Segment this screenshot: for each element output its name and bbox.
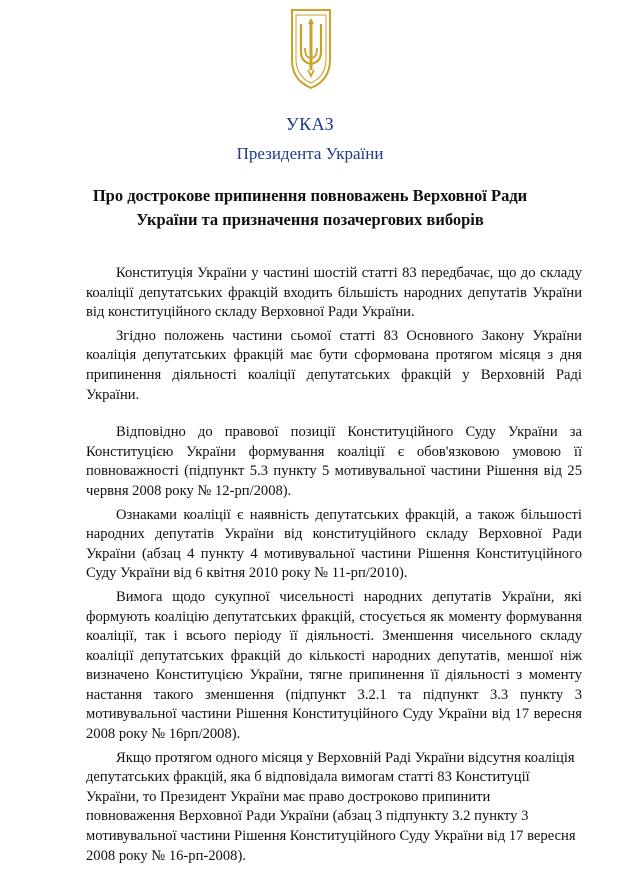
- paragraph: Вимога щодо сукупної чисельності народних депутатів України, які формують коаліцію депутатських фракцій, стосується як моменту формування коаліції, так і всього періоду її діяльності. Зменшення чисельного складу коаліції депутатських фракцій до кількості народних депутатів, меншої ніж визначено Конституцією України, тягне припинення її діяльності з моменту настання такого зменшення (підпункт 3.2.1 та підпункт 3.3 пункту 3 мотивувальної частини Рішення Конституційного Суду України від 17 вересня 2008 року № 16рп/2008).: [86, 588, 582, 743]
- paragraph: Якщо протягом одного місяця у Верховній Раді України відсутня коаліція депутатських фракцій, яка б відповідала вимогам статті 83 Конституції України, то Президент України має право достроково припинити повноваження Верховної Ради України (абзац 3 підпункту 3.2 пункту 3 мотивувальної частини Рішення Конституційного Суду України від 17 вересня 2008 року № 16-рп-2008).: [86, 749, 576, 864]
- paragraph: Конституція України у частині шостій статті 83 передбачає, що до складу коаліції депутатських фракцій входить більшість народних депутатів України від конституційного складу Верховної Ради України.: [86, 265, 582, 321]
- decree-subtitle: Президента України: [236, 144, 384, 163]
- trident-icon: [290, 8, 332, 90]
- decree-body: [86, 264, 582, 870]
- heading-line-2: України та призначення позачергових виборів: [136, 210, 484, 229]
- decree-title: УКАЗ: [285, 114, 335, 134]
- heading-line-1: Про дострокове припинення повноважень Верховної Ради: [92, 186, 528, 205]
- decree-heading: [60, 184, 560, 232]
- paragraph: Ознаками коаліції є наявність депутатських фракцій, а також більшості народних депутатів України від конституційного складу Верховної Ради України (абзац 4 пункту 4 мотивувальної частини Рішення Конституційного Суду України від 6 квітня 2010 року № 11-рп/2010).: [86, 506, 582, 582]
- paragraph: Згідно положень частини сьомої статті 83 Основного Закону України коаліція депутатських фракцій має бути сформована протягом місяця з дня припинення діяльності коаліції депутатських фракцій у Верховній Раді України.: [86, 327, 582, 403]
- paragraph: Відповідно до правової позиції Конституційного Суду України за Конституцією України формування коаліції є обов'язковою умовою її повноважності (підпункт 5.3 пункту 5 мотивувальної частини Рішення від 25 червня 2008 року № 12-рп/2008).: [86, 424, 582, 499]
